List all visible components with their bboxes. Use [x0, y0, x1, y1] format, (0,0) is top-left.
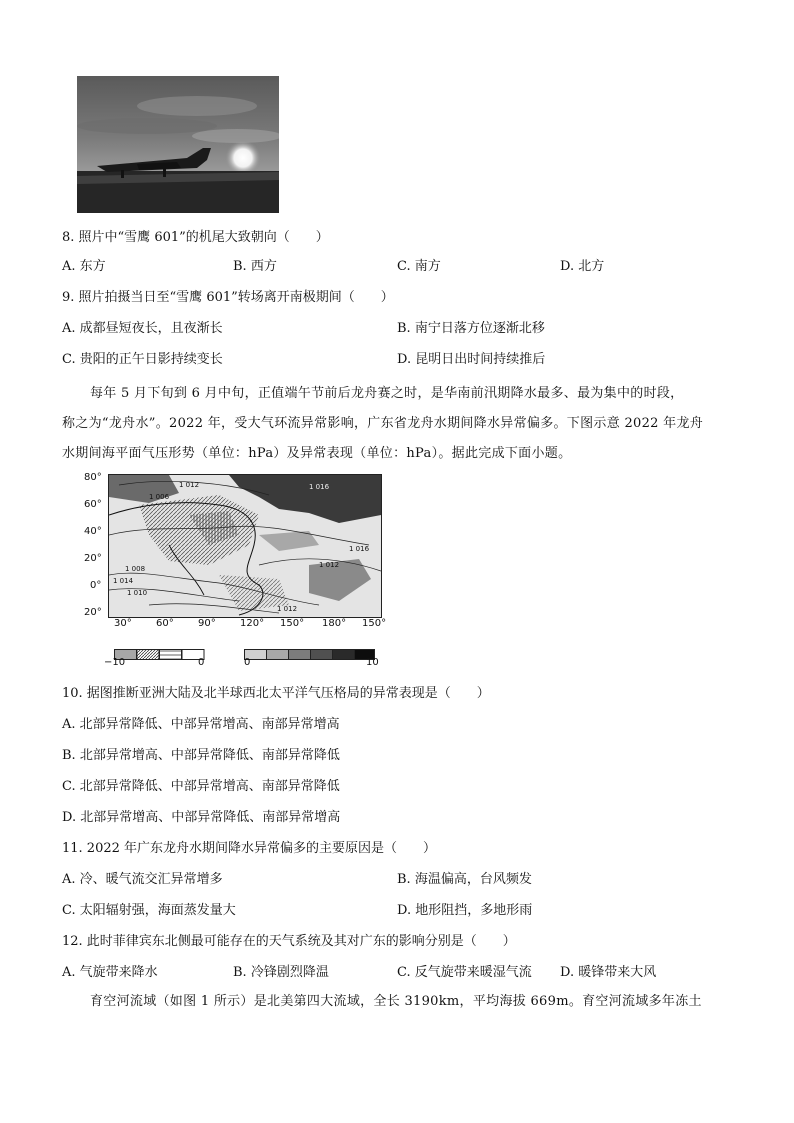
- map-y-tick: 60°: [84, 499, 102, 510]
- map-x-tick: 150°: [280, 618, 305, 629]
- question-12-option-d: D. 暖锋带来大风: [560, 965, 657, 980]
- question-10-option-d: D. 北部异常增高、中部异常降低、南部异常增高: [62, 810, 341, 825]
- map-x-tick: 150°: [362, 618, 387, 629]
- question-11-option-c: C. 太阳辐射强，海面蒸发量大: [62, 903, 236, 918]
- legend-negative-swatches: [114, 649, 206, 661]
- isobar-label: 1 012: [179, 481, 200, 489]
- question-8-stem: 8. 照片中“雪鹰 601”的机尾大致朝向（ ）: [62, 230, 329, 245]
- map-x-axis-labels: [110, 618, 390, 630]
- question-10-option-c: C. 北部异常降低、中部异常增高、南部异常降低: [62, 779, 340, 794]
- legend-negative-max: 0: [198, 657, 205, 668]
- question-9-option-b: B. 南宁日落方位逐渐北移: [397, 321, 545, 336]
- legend-positive-swatches: [244, 649, 376, 661]
- aircraft-photo: [77, 76, 279, 213]
- question-8-option-c: C. 南方: [397, 259, 441, 274]
- question-12-stem: 12. 此时菲律宾东北侧最可能存在的天气系统及其对广东的影响分别是（ ）: [62, 934, 516, 949]
- isobar-label: 1 016: [349, 545, 370, 553]
- isobar-label: 1 012: [319, 561, 340, 569]
- question-8-option-b: B. 西方: [233, 259, 277, 274]
- question-12-option-a: A. 气旋带来降水: [62, 965, 158, 980]
- question-11-option-d: D. 地形阻挡，多地形雨: [397, 903, 533, 918]
- map-y-tick: 0°: [90, 580, 102, 591]
- question-9-stem: 9. 照片拍摄当日至“雪鹰 601”转场离开南极期间（ ）: [62, 290, 394, 305]
- map-x-tick: 90°: [198, 618, 216, 629]
- isobar-label: 1 016: [309, 483, 330, 491]
- question-9-option-a: A. 成都昼短夜长，且夜渐长: [62, 321, 223, 336]
- legend-negative: [114, 646, 206, 665]
- question-11-option-b: B. 海温偏高，台风频发: [397, 872, 532, 887]
- passage-1-line-3: 水期间海平面气压形势（单位：hPa）及异常表现（单位：hPa）。据此完成下面小题。: [62, 446, 572, 461]
- map-y-tick: 20°: [84, 607, 102, 618]
- passage-1-line-1: 每年 5 月下旬到 6 月中旬，正值端午节前后龙舟赛之时，是华南前汛期降水最多、最为集中的时段，: [90, 386, 684, 401]
- isobar-label: 1 008: [125, 565, 146, 573]
- question-12-option-b: B. 冷锋剧烈降温: [233, 965, 329, 980]
- aircraft-photo-drawing: [77, 76, 279, 213]
- question-8-option-d: D. 北方: [560, 259, 605, 274]
- question-10-option-b: B. 北部异常增高、中部异常降低、南部异常降低: [62, 748, 340, 763]
- map-y-tick: 20°: [84, 553, 102, 564]
- legend-positive-max: 10: [366, 657, 379, 668]
- legend-positive: [244, 646, 376, 665]
- map-x-tick: 180°: [322, 618, 347, 629]
- map-y-tick: 40°: [84, 526, 102, 537]
- question-12-option-c: C. 反气旋带来暖湿气流: [397, 965, 532, 980]
- question-11-option-a: A. 冷、暖气流交汇异常增多: [62, 872, 223, 887]
- isobar-label: 1 010: [127, 589, 148, 597]
- question-9-option-c: C. 贵阳的正午日影持续变长: [62, 352, 223, 367]
- isobar-label: 1 006: [149, 493, 170, 501]
- passage-1-line-2: 称之为“龙舟水”。2022 年，受大气环流异常影响，广东省龙舟水期间降水异常偏多。下图示意 2022 年龙舟: [62, 416, 704, 431]
- question-10-option-a: A. 北部异常降低、中部异常增高、南部异常增高: [62, 717, 340, 732]
- legend-positive-min: 0: [244, 657, 251, 668]
- pressure-map: [108, 474, 382, 618]
- map-x-tick: 120°: [240, 618, 265, 629]
- question-9-option-d: D. 昆明日出时间持续推后: [397, 352, 546, 367]
- pressure-map-drawing: [109, 475, 381, 617]
- isobar-label: 1 012: [277, 605, 298, 613]
- question-10-stem: 10. 据图推断亚洲大陆及北半球西北太平洋气压格局的异常表现是（ ）: [62, 686, 490, 701]
- question-8-option-a: A. 东方: [62, 259, 106, 274]
- map-x-tick: 60°: [156, 618, 174, 629]
- passage-2-line-1: 育空河流域（如图 1 所示）是北美第四大流域，全长 3190km，平均海拔 669m。育空河流域多年冻土: [90, 994, 702, 1009]
- question-11-stem: 11. 2022 年广东龙舟水期间降水异常偏多的主要原因是（ ）: [62, 841, 437, 856]
- legend-negative-min: −10: [104, 657, 126, 668]
- isobar-label: 1 014: [113, 577, 134, 585]
- map-x-tick: 30°: [114, 618, 132, 629]
- map-y-tick: 80°: [84, 472, 102, 483]
